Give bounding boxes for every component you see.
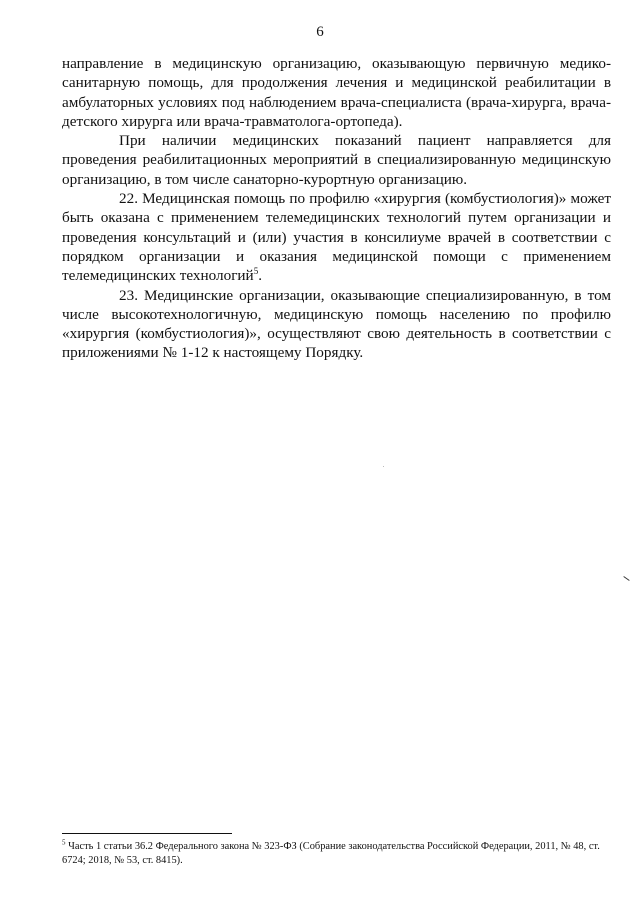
paragraph-rehabilitation: При наличии медицинских показаний пациент направляется для проведения реабилитационных мероприятий в специализированную медицинскую организацию, в том числе санаторно-курортную организацию. — [62, 132, 611, 188]
footnote-text: Часть 1 статьи 36.2 Федерального закона № 323-ФЗ (Собрание законодательства Российской Федерации, 2011, № 48, ст. 6724; 2018, № 53, ст. 8415). — [62, 841, 600, 866]
scan-speck — [383, 466, 384, 467]
footnote-divider — [62, 833, 232, 834]
paragraph-continuation: направление в медицинскую организацию, оказывающую первичную медико-санитарную помощь, для продолжения лечения и медицинской реабилитации в амбулаторных условиях под наблюдением врача-специалиста (врача-хирурга, врача-детского хирурга или врача-травматолога-ортопеда). — [62, 55, 611, 130]
document-body — [62, 54, 611, 363]
footnote-number: 5 — [62, 838, 66, 847]
page-number: 6 — [316, 24, 324, 40]
footnote-reference: 5 — [253, 266, 259, 277]
footnote — [62, 840, 617, 868]
paragraph-23: 23. Медицинские организации, оказывающие специализированную, в том числе высокотехнологичную, медицинскую помощь населению по профилю «хирургия (комбустиология)», осуществляют свою деятельность в соответствии с приложениями № 1-12 к настоящему Порядку. — [62, 286, 611, 362]
scan-mark — [623, 576, 629, 581]
paragraph-22-text: 22. Медицинская помощь по профилю «хирургия (комбустиология)» может быть оказана с применением телемедицинских технологий путем организации и проведения консультаций и (или) участия в консилиуме врачей в соответствии с порядком организации и оказания медицинской помощи с применением телемедицинских технологий — [62, 190, 611, 285]
paragraph-22: 22. Медицинская помощь по профилю «хирургия (комбустиология)» может быть оказана с применением телемедицинских технологий путем организации и проведения консультаций и (или) участия в консилиуме врачей в соответствии с порядком организации и оказания медицинской помощи с применением телемедицинских технологий$^5$. — [62, 190, 611, 285]
